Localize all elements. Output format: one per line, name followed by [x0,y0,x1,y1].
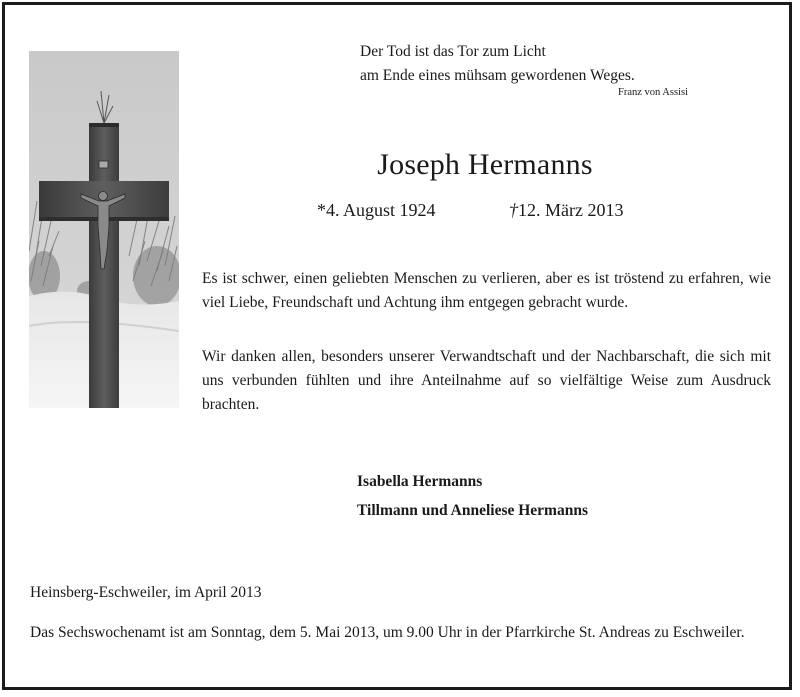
birth-symbol: * [317,200,326,220]
crucifix-photo-graphic [29,51,179,408]
birth-date-value: 4. August 1924 [326,200,436,220]
death-date-value: 12. März 2013 [518,200,624,220]
death-cross-icon: † [509,200,518,220]
quote [360,40,700,88]
death-date [509,198,623,222]
quote-author: Franz von Assisi [617,87,688,98]
quote-line: am Ende eines mühsam gewordenen Weges. [360,67,635,84]
crucifix-photo [29,51,179,408]
quote-line: Der Tod ist das Tor zum Licht [360,43,546,60]
signer-name: Tillmann und Anneliese Hermanns [357,502,588,519]
deceased-name: Joseph Hermanns [377,148,593,181]
life-dates [317,198,677,222]
thanks-paragraph-2: Wir danken allen, besonders unserer Verwandtschaft und der Nachbarschaft, die sich mit uns verbunden fühlten und ihre Anteilnahme auf so vielfältige Weise zum Ausdruck brachten. [202,348,771,413]
thanks-paragraph-1: Es ist schwer, einen geliebten Menschen zu verlieren, aber es ist tröstend zu erfahren, wie viel Liebe, Freundschaft und Achtung ihm entgegen gebracht wurde. [202,270,771,311]
service-announcement: Das Sechswochenamt ist am Sonntag, dem 5. Mai 2013, um 9.00 Uhr in der Pfarrkirche St. Andreas zu Eschweiler. [30,624,745,641]
signers [357,467,757,525]
place-date: Heinsberg-Eschweiler, im April 2013 [30,584,262,601]
signer-name: Isabella Hermanns [357,473,483,490]
birth-date [317,200,436,220]
